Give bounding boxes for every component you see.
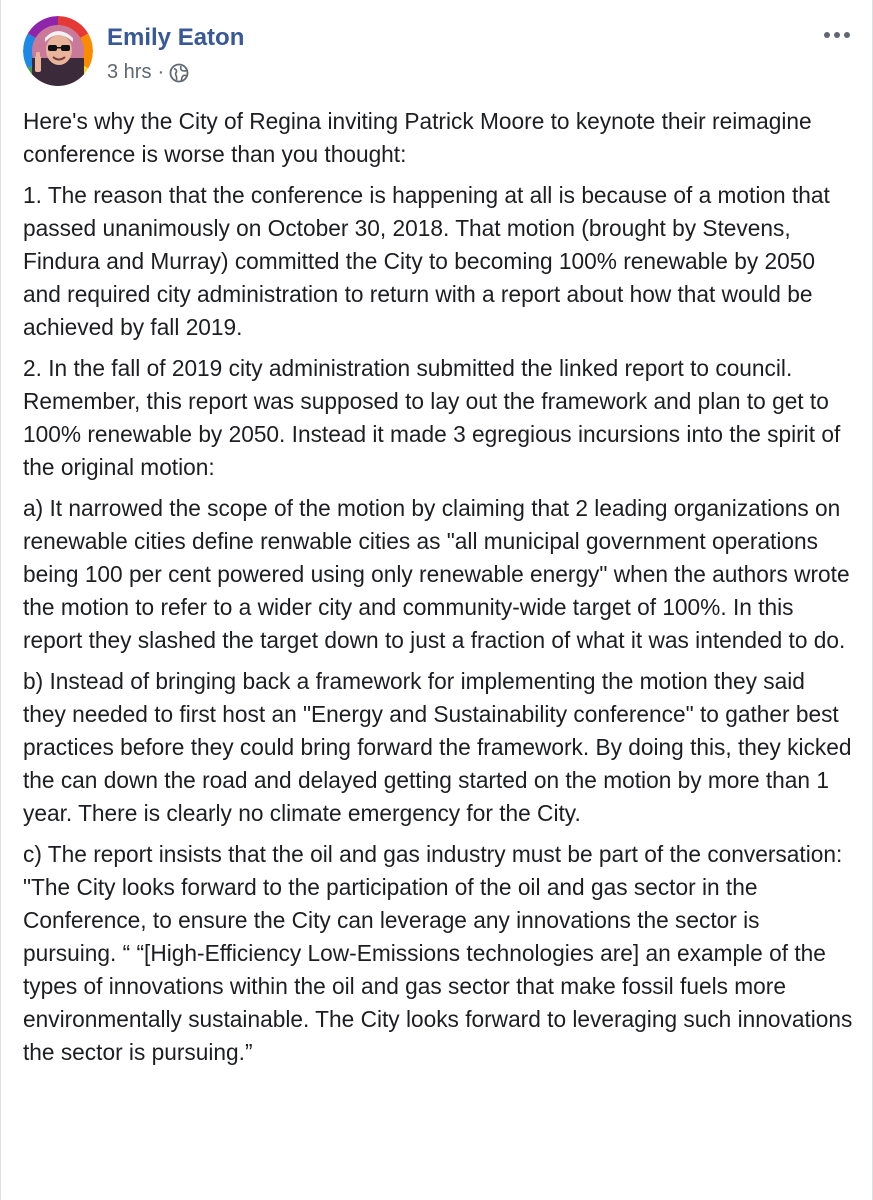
post-meta	[107, 61, 189, 84]
post-header	[1, 0, 872, 100]
author-avatar[interactable]	[23, 16, 93, 86]
post-paragraph: 2. In the fall of 2019 city administration submitted the linked report to council. Remember, this report was supposed to lay out the framework and plan to get to 100% renewable by 2050. Instead it made 3 egregious incursions into the spirit of the original motion:	[23, 355, 841, 480]
author-name[interactable]: Emily Eaton	[107, 24, 245, 51]
meta-separator: ·	[157, 61, 165, 83]
more-options-button[interactable]	[817, 20, 857, 50]
post-paragraph: 1. The reason that the conference is happening at all is because of a motion that passed unanimously on October 30, 2018. That motion (brought by Stevens, Findura and Murray) committed the City to becoming 100% renewable by 2050 and required city administration to return with a report about how that would be achieved by fall 2019.	[23, 182, 830, 340]
globe-icon[interactable]	[169, 63, 189, 83]
post-body	[23, 105, 853, 1077]
more-options-icon	[817, 20, 857, 50]
post-timestamp[interactable]: 3 hrs	[107, 61, 152, 83]
avatar-image	[23, 16, 93, 86]
post-paragraph: b) Instead of bringing back a framework for implementing the motion they said they needed to first host an "Energy and Sustainability conference" to gather best practices before they could bring forward the framework. By doing this, they kicked the can down the road and delayed getting started on the motion by more than 1 year. There is clearly no climate emergency for the City.	[23, 668, 852, 826]
post-paragraph: c) The report insists that the oil and gas industry must be part of the conversation: "The City looks forward to the participation of the oil and gas sector in the Conference, to ensure the City can leverage any innovations the sector is pursuing. “ “[High-Efficiency Low-Emissions technologies are] an example of the types of innovations within the oil and gas sector that make fossil fuels more environmentally sustainable. The City looks forward to leveraging such innovations the sector is pursuing.”	[23, 841, 853, 1065]
post-paragraph: a) It narrowed the scope of the motion by claiming that 2 leading organizations on renewable cities define renwable cities as "all municipal government operations being 100 per cent powered using only renewable energy" when the authors wrote the motion to refer to a wider city and community-wide target of 100%. In this report they slashed the target down to just a fraction of what it was intended to do.	[23, 495, 850, 653]
post-paragraph: Here's why the City of Regina inviting Patrick Moore to keynote their reimagine conference is worse than you thought:	[23, 108, 812, 167]
